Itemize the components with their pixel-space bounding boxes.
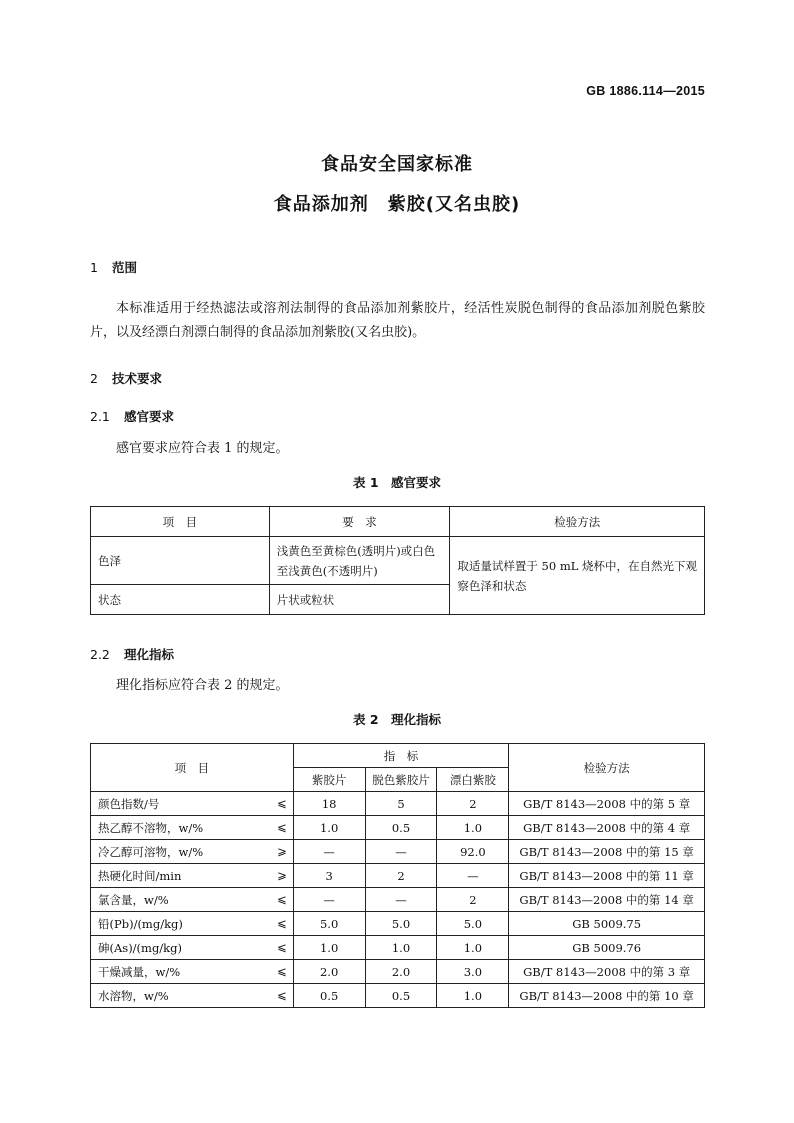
item-cell (91, 960, 294, 984)
section-title: 技术要求 (112, 371, 163, 386)
item-label: 干燥减量，w/% (98, 964, 181, 979)
value-cell: 5.0 (365, 912, 437, 936)
value-cell: 1.0 (437, 816, 509, 840)
item-label: 铅(Pb)/(mg/kg) (98, 916, 183, 931)
document-title: 食品安全国家标准 (321, 154, 473, 175)
comparison-sign: ⩽ (277, 795, 287, 810)
value-cell: — (437, 864, 509, 888)
table-2-physicochemical (90, 743, 705, 1008)
header-method: 检验方法 (450, 507, 705, 537)
section-number: 2.2 (90, 647, 110, 662)
section-number: 2.1 (90, 409, 110, 424)
section-number: 2 (90, 371, 98, 386)
value-cell: — (365, 840, 437, 864)
item-cell (91, 888, 294, 912)
item-label: 热乙醇不溶物，w/% (98, 820, 204, 835)
section-title: 理化指标 (124, 647, 175, 662)
comparison-sign: ⩽ (277, 891, 287, 906)
table-row (91, 792, 705, 816)
document-subtitle: 食品添加剂 紫胶(又名虫胶) (273, 194, 521, 215)
header-method: 检验方法 (509, 744, 705, 792)
requirement-cell: 片状或粒状 (269, 585, 450, 615)
item-label: 冷乙醇可溶物，w/% (98, 844, 204, 859)
method-cell: 取适量试样置于 50 mL 烧杯中，在自然光下观察色泽和状态 (450, 537, 705, 615)
value-cell: 0.5 (365, 984, 437, 1008)
value-cell: — (293, 840, 365, 864)
value-cell: 3 (293, 864, 365, 888)
section-1-heading (90, 258, 137, 276)
value-cell: — (365, 888, 437, 912)
value-cell: 1.0 (437, 936, 509, 960)
table-row (91, 960, 705, 984)
table-row (91, 537, 705, 585)
table-row (91, 936, 705, 960)
comparison-sign: ⩽ (277, 819, 287, 834)
item-label: 水溶物，w/% (98, 988, 169, 1003)
standard-number: GB 1886.114—2015 (586, 84, 705, 98)
method-cell: GB/T 8143—2008 中的第 3 章 (509, 960, 705, 984)
value-cell: 1.0 (437, 984, 509, 1008)
value-cell: 0.5 (365, 816, 437, 840)
section-title: 范围 (112, 260, 138, 275)
item-cell: 状态 (91, 585, 270, 615)
value-cell: — (293, 888, 365, 912)
value-cell: 92.0 (437, 840, 509, 864)
value-cell: 1.0 (293, 816, 365, 840)
header-decolorized-shellac: 脱色紫胶片 (365, 768, 437, 792)
header-bleached-shellac: 漂白紫胶 (437, 768, 509, 792)
value-cell: 2 (365, 864, 437, 888)
item-label: 颜色指数/号 (98, 796, 160, 811)
item-label: 氯含量，w/% (98, 892, 169, 907)
comparison-sign: ⩾ (277, 843, 287, 858)
value-cell: 2 (437, 792, 509, 816)
method-cell: GB/T 8143—2008 中的第 10 章 (509, 984, 705, 1008)
value-cell: 2 (437, 888, 509, 912)
item-cell (91, 936, 294, 960)
header-shellac-flakes: 紫胶片 (293, 768, 365, 792)
section-2-1-paragraph: 感官要求应符合表 1 的规定。 (116, 441, 289, 456)
table-header-row (91, 507, 705, 537)
requirement-cell: 浅黄色至黄棕色(透明片)或白色至浅黄色(不透明片) (269, 537, 450, 585)
section-2-2-heading (90, 645, 174, 663)
method-cell: GB/T 8143—2008 中的第 15 章 (509, 840, 705, 864)
method-cell: GB/T 8143—2008 中的第 11 章 (509, 864, 705, 888)
table-row (91, 984, 705, 1008)
item-cell (91, 864, 294, 888)
item-cell (91, 912, 294, 936)
item-label: 砷(As)/(mg/kg) (98, 940, 182, 955)
table-header-row (91, 744, 705, 768)
header-requirement: 要 求 (269, 507, 450, 537)
table-1-caption: 表 1 感官要求 (352, 475, 442, 490)
section-number: 1 (90, 260, 98, 275)
value-cell: 1.0 (293, 936, 365, 960)
value-cell: 18 (293, 792, 365, 816)
item-label: 热硬化时间/min (98, 868, 182, 883)
comparison-sign: ⩽ (277, 963, 287, 978)
item-cell (91, 984, 294, 1008)
value-cell: 0.5 (293, 984, 365, 1008)
value-cell: 5 (365, 792, 437, 816)
table-row (91, 816, 705, 840)
section-2-2-paragraph: 理化指标应符合表 2 的规定。 (116, 678, 289, 693)
table-row (91, 840, 705, 864)
item-cell (91, 792, 294, 816)
section-1-paragraph: 本标准适用于经热滤法或溶剂法制得的食品添加剂紫胶片，经活性炭脱色制得的食品添加剂脱色紫胶片，以及经漂白剂漂白制得的食品添加剂紫胶(又名虫胶)。 (90, 301, 705, 340)
item-cell: 色泽 (91, 537, 270, 585)
comparison-sign: ⩾ (277, 867, 287, 882)
method-cell: GB/T 8143—2008 中的第 4 章 (509, 816, 705, 840)
method-cell: GB 5009.76 (509, 936, 705, 960)
header-item: 项 目 (91, 507, 270, 537)
table-row (91, 888, 705, 912)
table-2-caption: 表 2 理化指标 (352, 712, 442, 727)
table-row (91, 912, 705, 936)
method-cell: GB/T 8143—2008 中的第 5 章 (509, 792, 705, 816)
table-row (91, 864, 705, 888)
comparison-sign: ⩽ (277, 915, 287, 930)
comparison-sign: ⩽ (277, 939, 287, 954)
item-cell (91, 816, 294, 840)
section-title: 感官要求 (124, 409, 175, 424)
value-cell: 2.0 (365, 960, 437, 984)
value-cell: 5.0 (293, 912, 365, 936)
section-2-1-heading (90, 407, 174, 425)
value-cell: 5.0 (437, 912, 509, 936)
value-cell: 3.0 (437, 960, 509, 984)
header-item: 项 目 (91, 744, 294, 792)
value-cell: 1.0 (365, 936, 437, 960)
method-cell: GB/T 8143—2008 中的第 14 章 (509, 888, 705, 912)
comparison-sign: ⩽ (277, 987, 287, 1002)
section-2-heading (90, 369, 162, 387)
method-cell: GB 5009.75 (509, 912, 705, 936)
item-cell (91, 840, 294, 864)
value-cell: 2.0 (293, 960, 365, 984)
header-index: 指 标 (293, 744, 509, 768)
table-1-sensory (90, 506, 705, 615)
